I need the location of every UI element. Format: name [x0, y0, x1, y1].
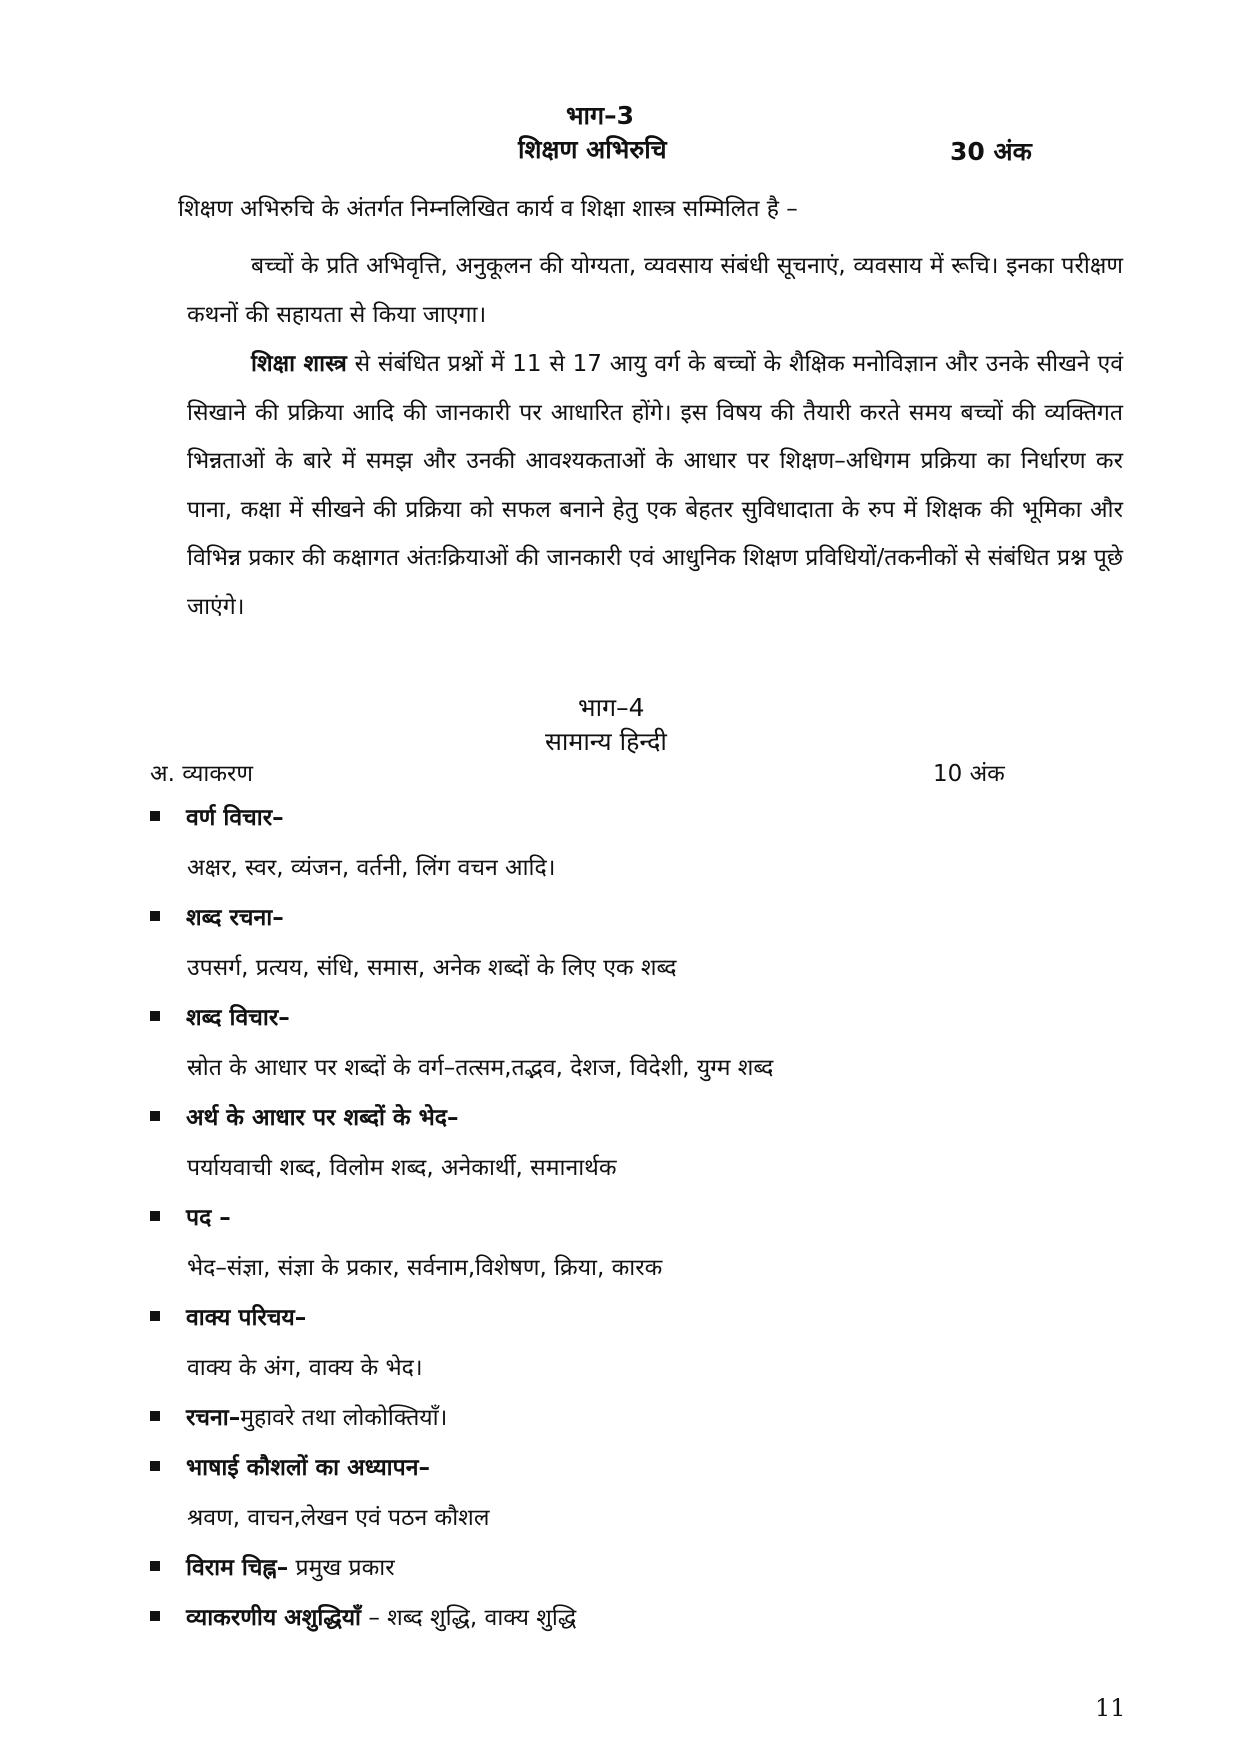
list-item — [150, 1600, 576, 1632]
item-title: विराम चिह्न– — [186, 1555, 289, 1581]
para2-rest: से संबंधित प्रश्नों में 11 से 17 आयु वर्ग के बच्चों के शैक्षिक मनोविज्ञान और उनके सीखने एवं सिखाने की प्रक्रिया आदि की जानकारी पर आधारित होंगे। इस विषय की तैयारी करते समय बच्चों की व्यक्तिगत भिन्नताओं के बारे में समझ और उनकी आवश्यकताओं के आधार पर शिक्षण–अधिगम प्रक्रिया का निर्धारण कर पाना, कक्षा में सीखने की प्रक्रिया को सफल बनाने हेतु एक बेहतर सुविधादाता के रुप में शिक्षक की भूमिका और विभिन्न प्रकार की कक्षागत अंतःक्रियाओं की जानकारी एवं आधुनिक शिक्षण प्रविधियों/तकनीकों से संबंधित प्रश्न पूछे जाएंगे। — [187, 351, 1123, 620]
part3-title: शिक्षण अभिरुचि — [518, 135, 667, 164]
item-title: भाषाई कौशलों का अध्यापन– — [186, 1455, 430, 1481]
bullet-icon — [150, 1461, 160, 1471]
item-detail: भेद–संज्ञा, संज्ञा के प्रकार, सर्वनाम,विशेषण, क्रिया, कारक — [187, 1255, 663, 1281]
item-title: पद – — [186, 1205, 231, 1231]
item-detail: पर्यायवाची शब्द, विलोम शब्द, अनेकार्थी, समानार्थक — [187, 1155, 617, 1181]
bullet-icon — [150, 1011, 160, 1021]
part3-heading: भाग–3 — [565, 101, 635, 130]
list-item — [150, 1450, 430, 1482]
item-detail: श्रवण, वाचन,लेखन एवं पठन कौशल — [187, 1505, 490, 1531]
item-inline: मुहावरे तथा लोकोक्तियाँ। — [240, 1405, 448, 1431]
bullet-icon — [150, 1211, 160, 1221]
list-item — [150, 800, 284, 832]
item-title: शब्द रचना– — [186, 905, 284, 931]
bullet-icon — [150, 1411, 160, 1421]
bullet-icon — [150, 1311, 160, 1321]
item-inline: – शब्द शुद्धि, वाक्य शुद्धि — [361, 1605, 577, 1631]
list-item — [150, 1000, 290, 1032]
part4-heading: भाग–4 — [578, 693, 645, 722]
section-label: अ. व्याकरण — [150, 761, 254, 787]
item-detail: उपसर्ग, प्रत्यय, संधि, समास, अनेक शब्दों के लिए एक शब्द — [187, 955, 677, 981]
item-title: वाक्य परिचय– — [186, 1305, 307, 1331]
item-detail: वाक्य के अंग, वाक्य के भेद। — [187, 1355, 423, 1381]
page-number: 11 — [1095, 1694, 1126, 1722]
item-title: रचना– — [186, 1405, 241, 1431]
part4-title: सामान्य हिन्दी — [545, 727, 667, 756]
bullet-icon — [150, 811, 160, 821]
item-title: अर्थ के आधार पर शब्दों के भेद– — [186, 1105, 459, 1131]
list-item — [150, 1300, 306, 1332]
bullet-icon — [150, 1111, 160, 1121]
bullet-icon — [150, 1611, 160, 1621]
item-detail: स्रोत के आधार पर शब्दों के वर्ग–तत्सम,तद्भव, देशज, विदेशी, युग्म शब्द — [187, 1055, 774, 1081]
item-title: शब्द विचार– — [186, 1005, 290, 1031]
part3-marks: 30 अंक — [950, 137, 1032, 166]
bullet-icon — [150, 911, 160, 921]
section-marks: 10 अंक — [933, 761, 1005, 787]
list-item — [150, 1200, 231, 1232]
item-inline: प्रमुख प्रकार — [288, 1555, 395, 1581]
part3-para2 — [187, 340, 1123, 631]
part3-para1: बच्चों के प्रति अभिवृत्ति, अनुकूलन की योग्यता, व्यवसाय संबंधी सूचनाएं, व्यवसाय में रूचि। इनका परीक्षण कथनों की सहायता से किया जाएगा। — [187, 253, 1123, 328]
list-item — [150, 1400, 447, 1432]
list-item — [150, 1100, 458, 1132]
item-title: वर्ण विचार– — [186, 805, 284, 831]
para2-bold: शिक्षा शास्त्र — [251, 351, 347, 377]
item-title: व्याकरणीय अशुद्धियाँ — [186, 1605, 362, 1631]
part3-intro: शिक्षण अभिरुचि के अंतर्गत निम्नलिखित कार्य व शिक्षा शास्त्र सम्मिलित है – — [178, 196, 798, 222]
list-item — [150, 900, 284, 932]
item-detail: अक्षर, स्वर, व्यंजन, वर्तनी, लिंग वचन आदि। — [187, 855, 556, 881]
list-item — [150, 1550, 395, 1582]
bullet-icon — [150, 1561, 160, 1571]
